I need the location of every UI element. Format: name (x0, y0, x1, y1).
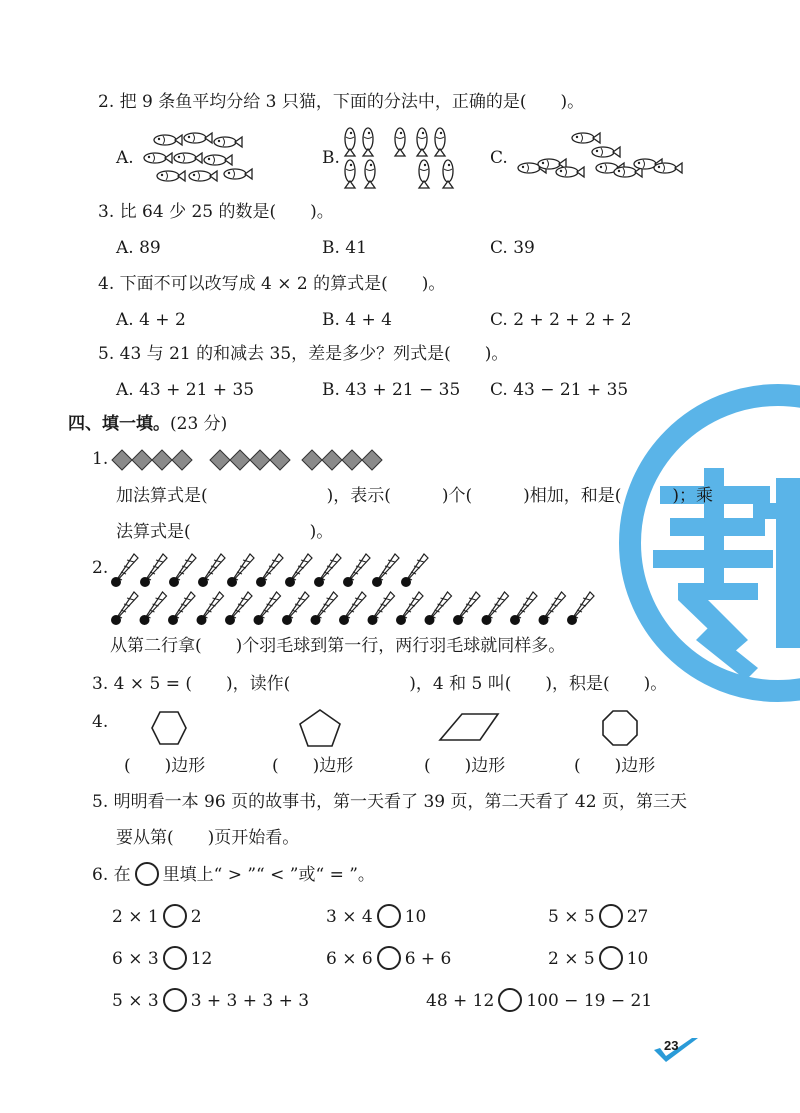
shuttlecock-icon (225, 592, 252, 625)
fish-icon (189, 171, 217, 181)
compare-item: 6 × 3 12 (112, 946, 212, 973)
fish-group-c (515, 128, 690, 188)
f5-line2: 要从第( )页开始看。 (116, 828, 300, 848)
shuttlecock-icon (111, 592, 138, 625)
fish-icon (157, 171, 185, 181)
shuttlecock-row-2 (110, 590, 610, 626)
shuttlecock-icon (282, 592, 309, 625)
section-title: 四、填一填。 (68, 414, 170, 434)
fish-icon (363, 128, 373, 156)
diamond-icon (210, 450, 230, 470)
fish-icon (395, 128, 405, 156)
q5-option-a: A. 43 + 21 + 35 (116, 380, 255, 400)
fish-icon (572, 133, 600, 143)
q3-option-b: B. 41 (322, 238, 367, 258)
shuttlecock-icon (140, 554, 167, 587)
f4-label-4: ( )边形 (574, 756, 656, 776)
shuttlecock-icon (168, 592, 195, 625)
fish-icon (417, 128, 427, 156)
fish-icon (184, 133, 212, 143)
f5-line1: 5. 明明看一本 96 页的故事书，第一天看了 39 页，第二天看了 42 页，第三天 (92, 792, 687, 812)
answer-circle[interactable] (163, 988, 187, 1012)
section-header (68, 412, 227, 436)
shuttlecock-icon (314, 554, 341, 587)
answer-circle[interactable] (498, 988, 522, 1012)
section-score: (23 分) (170, 414, 228, 434)
q4-option-b: B. 4 + 4 (322, 310, 392, 330)
page-number: 23 (664, 1038, 679, 1053)
q4-stem: 4. 下面不可以改写成 4 × 2 的算式是( )。 (98, 274, 446, 294)
fish-icon (154, 135, 182, 145)
f1-line2: 法算式是( )。 (116, 522, 334, 542)
shuttlecock-icon (311, 592, 338, 625)
shuttlecock-icon (343, 554, 370, 587)
shuttlecock-icon (198, 554, 225, 587)
shuttlecock-icon (567, 592, 594, 625)
shapes-row (110, 705, 670, 755)
shuttlecock-icon (539, 592, 566, 625)
q2-option-c: C. (490, 148, 508, 168)
diamond-icon (230, 450, 250, 470)
compare-item: 5 × 5 27 (548, 904, 648, 931)
q2-option-b: B. (322, 148, 340, 168)
f2-num: 2. (92, 558, 109, 578)
diamond-icon (132, 450, 152, 470)
q2-option-a: A. (116, 148, 134, 168)
q4-option-c: C. 2 + 2 + 2 + 2 (490, 310, 632, 330)
q5-stem: 5. 43 与 21 的和减去 35，差是多少？列式是( )。 (98, 344, 509, 364)
q2-stem: 2. 把 9 条鱼平均分给 3 只猫，下面的分法中，正确的是( )。 (98, 92, 585, 112)
q3-stem: 3. 比 64 少 25 的数是( )。 (98, 202, 334, 222)
page-number-badge (652, 1036, 702, 1066)
fish-icon (443, 160, 453, 188)
compare-item: 3 × 4 10 (326, 904, 426, 931)
parallelogram-icon (440, 714, 498, 740)
f4-label-1: ( )边形 (124, 756, 206, 776)
compare-item: 6 × 6 6 + 6 (326, 946, 451, 973)
shuttlecock-icon (482, 592, 509, 625)
f4-num: 4. (92, 712, 109, 732)
diamond-icon (270, 450, 290, 470)
shuttlecock-icon (401, 554, 428, 587)
answer-circle[interactable] (377, 946, 401, 970)
diamond-icon (342, 450, 362, 470)
fish-icon (345, 128, 355, 156)
shuttlecock-icon (510, 592, 537, 625)
f1-line1: 加法算式是( )，表示( )个( )相加，和是( )；乘 (116, 486, 714, 506)
f6-stem (92, 862, 375, 889)
answer-circle[interactable] (599, 946, 623, 970)
compare-item: 48 + 12 100 − 19 − 21 (426, 988, 652, 1015)
shuttlecock-icon (197, 592, 224, 625)
fish-icon (174, 153, 202, 163)
octagon-icon (603, 711, 637, 745)
shuttlecock-icon (256, 554, 283, 587)
fish-icon (204, 155, 232, 165)
shuttlecock-icon (169, 554, 196, 587)
fish-icon (365, 160, 375, 188)
f4-label-2: ( )边形 (272, 756, 354, 776)
diamond-rows (112, 448, 382, 472)
fish-icon (614, 167, 642, 177)
answer-circle-icon (135, 862, 159, 886)
f4-label-3: ( )边形 (424, 756, 506, 776)
diamond-icon (112, 450, 132, 470)
shuttlecock-icon (453, 592, 480, 625)
diamond-icon (152, 450, 172, 470)
answer-circle[interactable] (163, 946, 187, 970)
shuttlecock-icon (254, 592, 281, 625)
fish-group-b (340, 125, 465, 190)
shuttlecock-icon (396, 592, 423, 625)
fish-icon (144, 153, 172, 163)
answer-circle[interactable] (163, 904, 187, 928)
fish-group-a (140, 128, 260, 188)
q5-option-c: C. 43 − 21 + 35 (490, 380, 629, 400)
diamond-icon (250, 450, 270, 470)
shuttlecock-row-1 (110, 552, 440, 588)
diamond-icon (172, 450, 192, 470)
diamond-icon (362, 450, 382, 470)
compare-item: 2 × 1 2 (112, 904, 202, 931)
compare-item: 2 × 5 10 (548, 946, 648, 973)
shuttlecock-icon (339, 592, 366, 625)
fish-icon (214, 137, 242, 147)
compare-item: 5 × 3 3 + 3 + 3 + 3 (112, 988, 309, 1015)
seal-watermark (608, 378, 800, 708)
shuttlecock-icon (227, 554, 254, 587)
q4-option-a: A. 4 + 2 (116, 310, 186, 330)
fish-icon (419, 160, 429, 188)
f6-pre: 6. 在 (92, 865, 131, 885)
shuttlecock-icon (425, 592, 452, 625)
q3-option-c: C. 39 (490, 238, 535, 258)
fish-icon (224, 169, 252, 179)
pentagon-icon (300, 710, 340, 746)
hexagon-icon (152, 712, 186, 744)
answer-circle[interactable] (599, 904, 623, 928)
f3-text: 3. 4 × 5 = ( )，读作( )，4 和 5 叫( )，积是( )。 (92, 674, 668, 694)
fish-icon (435, 128, 445, 156)
shuttlecock-icon (368, 592, 395, 625)
diamond-icon (322, 450, 342, 470)
diamond-icon (302, 450, 322, 470)
shuttlecock-icon (111, 554, 138, 587)
fish-icon (345, 160, 355, 188)
q3-option-a: A. 89 (116, 238, 161, 258)
shuttlecock-icon (140, 592, 167, 625)
fish-icon (592, 147, 620, 157)
answer-circle[interactable] (377, 904, 401, 928)
f2-text: 从第二行拿( )个羽毛球到第一行，两行羽毛球就同样多。 (110, 636, 566, 656)
fish-icon (654, 163, 682, 173)
f1-num: 1. (92, 449, 109, 469)
fish-icon (556, 167, 584, 177)
shuttlecock-icon (285, 554, 312, 587)
q5-option-b: B. 43 + 21 − 35 (322, 380, 461, 400)
f6-post: 里填上“ > ”“ < ”或“ = ”。 (162, 865, 375, 885)
shuttlecock-icon (372, 554, 399, 587)
